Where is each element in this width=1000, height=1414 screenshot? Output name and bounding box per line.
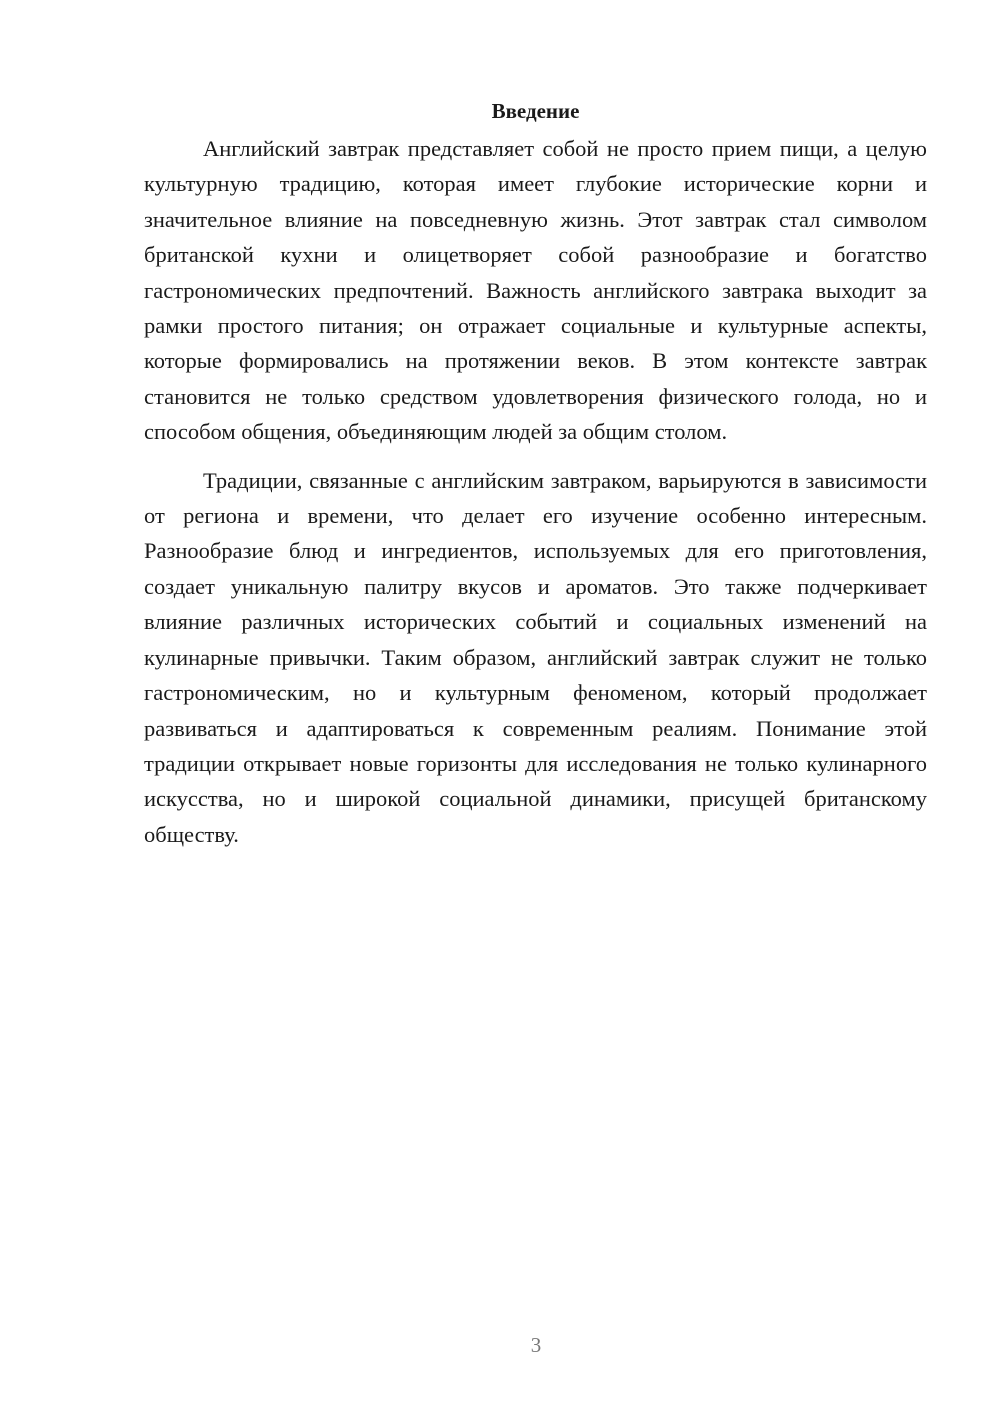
page-number: 3 [530,1333,542,1357]
paragraph-intro: Английский завтрак представляет собой не просто прием пищи, а целую культурную традицию, которая имеет глубокие исторические корни и значительное влияние на повседневную жизнь. Этот завтрак стал символом британской кухни и олицетворяет собой разнообразие и богатство гастрономических предпочтений. Важность английского завтрака выходит за рамки простого питания; он отражает социальные и культурные аспекты, которые формировались на протяжении веков. В этом контексте завтрак становится не только средством удовлетворения физического голода, но и способом общения, объединяющим людей за общим столом. [144,136,927,445]
paragraph-traditions: Традиции, связанные с английским завтраком, варьируются в зависимости от региона и времени, что делает его изучение особенно интересным. Разнообразие блюд и ингредиентов, используемых для его приготовления, создает уникальную палитру вкусов и ароматов. Это также подчеркивает влияние различных исторических событий и социальных изменений на кулинарные привычки. Таким образом, английский завтрак служит не только гастрономическим, но и культурным феноменом, который продолжает развиваться и адаптироваться к современным реалиям. Понимание этой традиции открывает новые горизонты для исследования не только кулинарного искусства, но и широкой социальной динамики, присущей британскому обществу. [144,467,927,847]
page-content [144,96,927,852]
section-title: Введение [491,99,580,123]
